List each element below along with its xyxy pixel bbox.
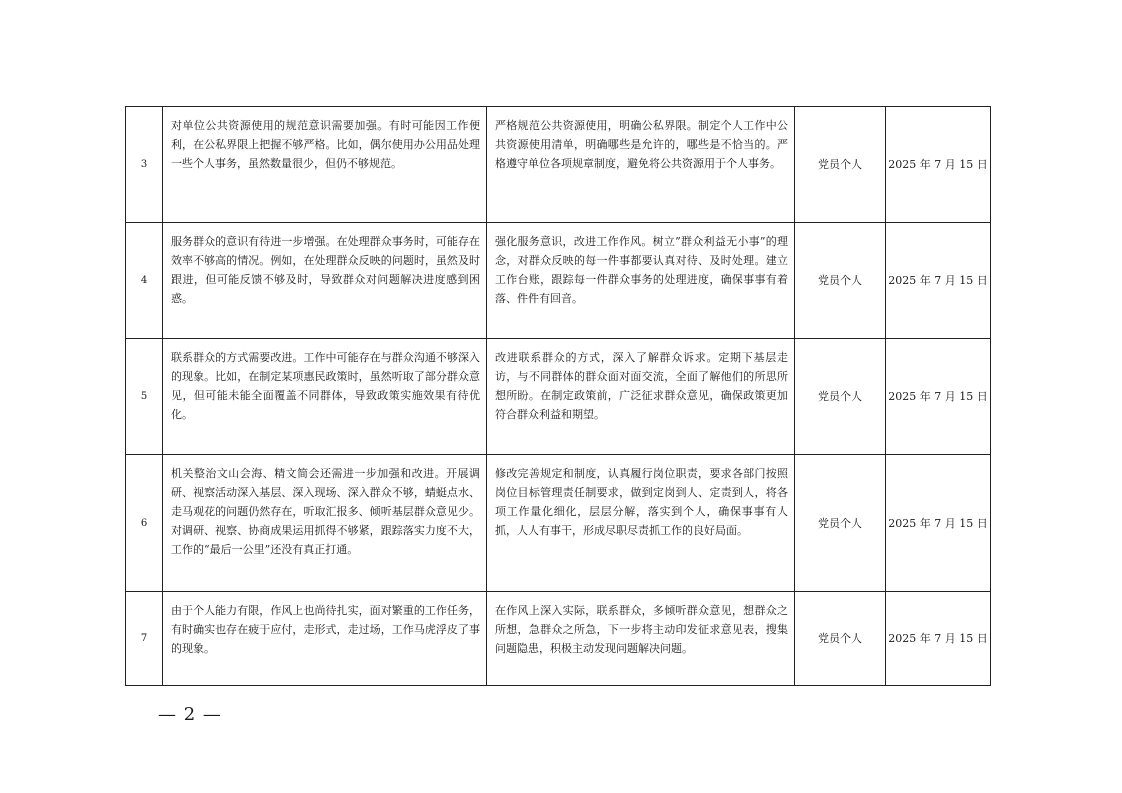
row-number: 4: [126, 223, 163, 339]
responsible-party: 党员个人: [795, 455, 886, 592]
table-row: [126, 339, 991, 455]
table-row: [126, 592, 991, 686]
rectification-measure: 强化服务意识，改进工作作风。树立”群众利益无小事”的理念，对群众反映的每一件事都要认真对待、及时处理。建立工作台账，跟踪每一件群众事务的处理进度，确保事事有着落、件件有回音。: [487, 223, 795, 339]
responsible-party: 党员个人: [795, 223, 886, 339]
responsible-party: 党员个人: [795, 107, 886, 223]
rectification-measure: 严格规范公共资源使用，明确公私界限。制定个人工作中公共资源使用清单，明确哪些是允许的，哪些是不恰当的。严格遵守单位各项规章制度，避免将公共资源用于个人事务。: [487, 107, 795, 223]
rectification-measure: 修改完善规定和制度，认真履行岗位职责，要求各部门按照岗位目标管理责任制要求，做到定岗到人、定责到人，将各项工作量化细化，层层分解，落实到个人，确保事事有人抓，人人有事干，形成尽职尽责抓工作的良好局面。: [487, 455, 795, 592]
responsible-party: 党员个人: [795, 339, 886, 455]
deadline: 2025 年 7 月 15 日: [886, 592, 991, 686]
deadline: 2025 年 7 月 15 日: [886, 339, 991, 455]
deadline: 2025 年 7 月 15 日: [886, 107, 991, 223]
rectification-measure: 在作风上深入实际，联系群众，多倾听群众意见，想群众之所想，急群众之所急，下一步将主动印发征求意见表，搜集问题隐患，积极主动发现问题解决问题。: [487, 592, 795, 686]
problem-description: 服务群众的意识有待进一步增强。在处理群众事务时，可能存在效率不够高的情况。例如，在处理群众反映的问题时，虽然及时跟进，但可能反馈不够及时，导致群众对问题解决进度感到困惑。: [163, 223, 487, 339]
table-row: [126, 223, 991, 339]
table-row: [126, 455, 991, 592]
rectification-measure: 改进联系群众的方式，深入了解群众诉求。定期下基层走访，与不同群体的群众面对面交流，全面了解他们的所思所想所盼。在制定政策前，广泛征求群众意见，确保政策更加符合群众利益和期望。: [487, 339, 795, 455]
row-number: 3: [126, 107, 163, 223]
problem-description: 机关整治文山会海、精文简会还需进一步加强和改进。开展调研、视察活动深入基层、深入现场、深入群众不够，蜻蜓点水、走马观花的问题仍然存在，听取汇报多、倾听基层群众意见少。对调研、视察、协商成果运用抓得不够紧，跟踪落实力度不大，工作的“最后一公里”还没有真正打通。: [163, 455, 487, 592]
page-number: — 2 —: [158, 704, 222, 725]
row-number: 7: [126, 592, 163, 686]
problem-description: 联系群众的方式需要改进。工作中可能存在与群众沟通不够深入的现象。比如，在制定某项惠民政策时，虽然听取了部分群众意见，但可能未能全面覆盖不同群体，导致政策实施效果有待优化。: [163, 339, 487, 455]
row-number: 6: [126, 455, 163, 592]
table-row: [126, 107, 991, 223]
responsible-party: 党员个人: [795, 592, 886, 686]
problem-description: 由于个人能力有限，作风上也尚待扎实，面对繁重的工作任务，有时确实也存在疲于应付，走形式，走过场，工作马虎浮皮了事的现象。: [163, 592, 487, 686]
row-number: 5: [126, 339, 163, 455]
deadline: 2025 年 7 月 15 日: [886, 223, 991, 339]
rectification-table: [125, 106, 991, 686]
deadline: 2025 年 7 月 15 日: [886, 455, 991, 592]
problem-description: 对单位公共资源使用的规范意识需要加强。有时可能因工作便利，在公私界限上把握不够严格。比如，偶尔使用办公用品处理一些个人事务，虽然数量很少，但仍不够规范。: [163, 107, 487, 223]
